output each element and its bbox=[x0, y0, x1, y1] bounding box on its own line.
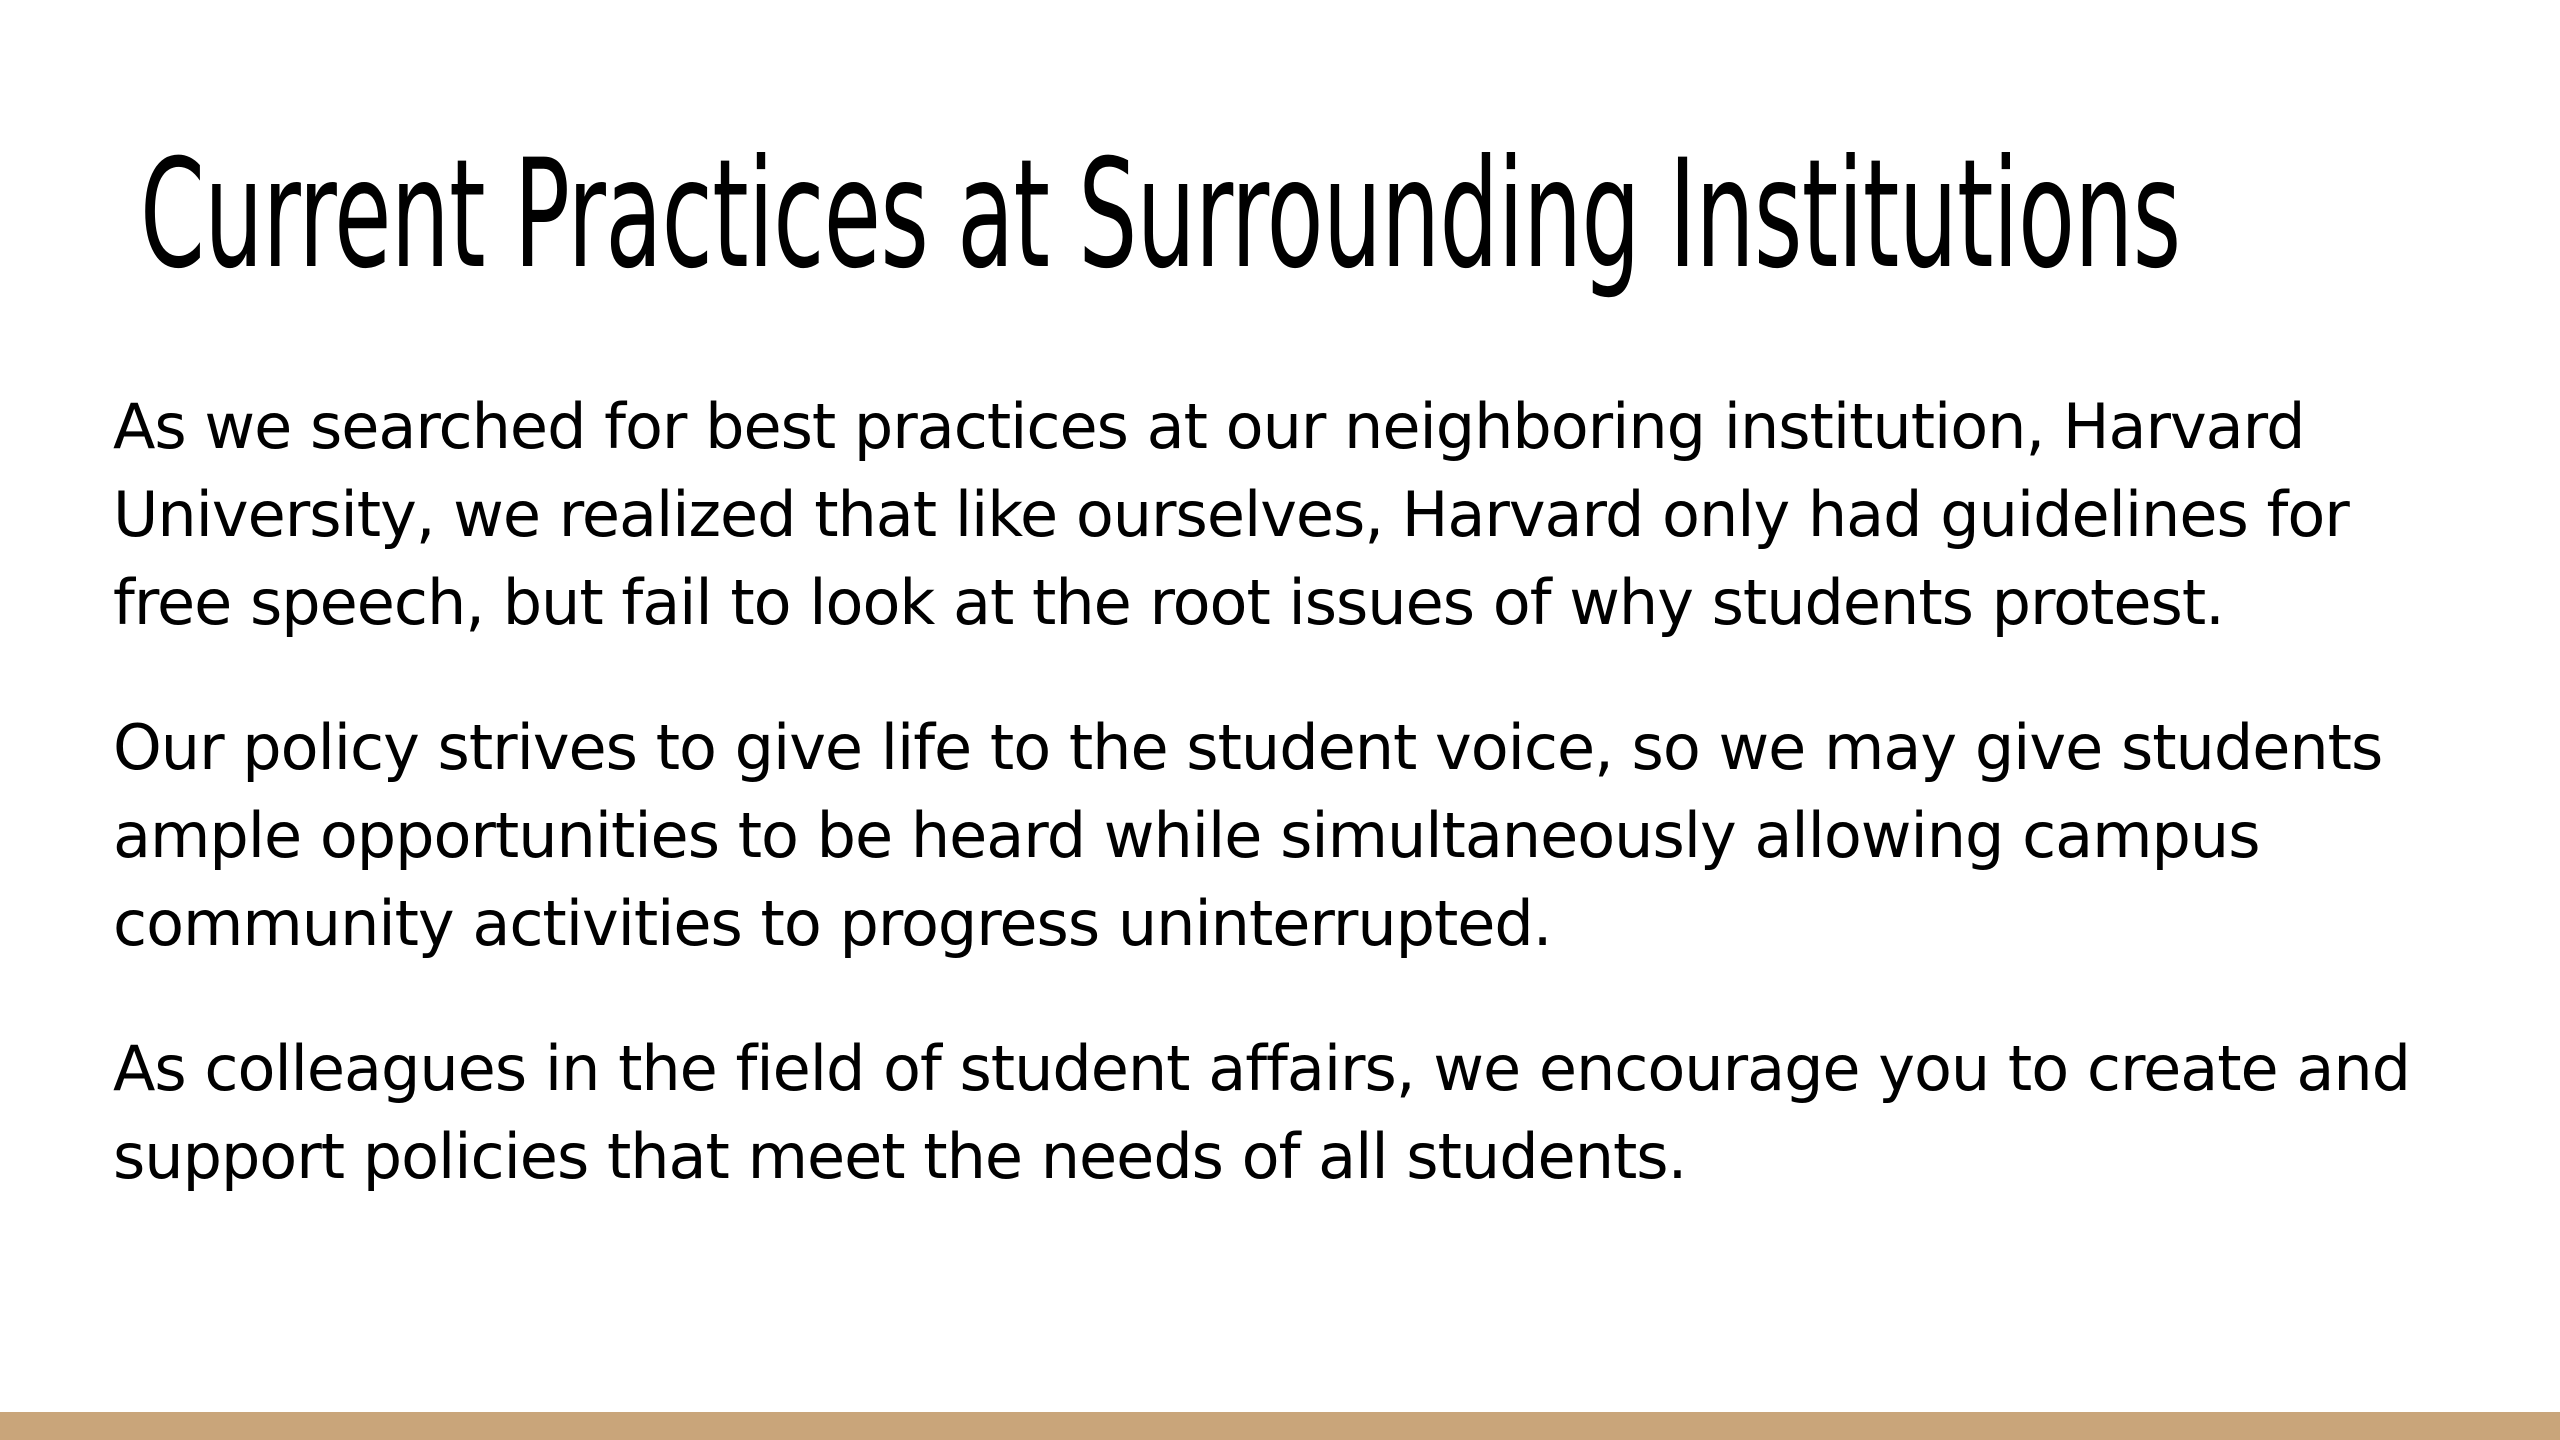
slide-title: Current Practices at Surrounding Institutions bbox=[140, 128, 2181, 302]
body-paragraph: As colleagues in the field of student affairs, we encourage you to create and support policies that meet the needs of all students. bbox=[113, 1032, 2411, 1193]
slide-body bbox=[113, 383, 2473, 1258]
body-paragraph: As we searched for best practices at our neighboring institution, Harvard University, we realized that like ourselves, Harvard only had guidelines for free speech, but fail to look at the root issues of why students protest. bbox=[113, 390, 2349, 639]
bottom-accent-bar bbox=[0, 1412, 2560, 1440]
body-paragraph: Our policy strives to give life to the student voice, so we may give students ample opportunities to be heard while simultaneously allowing campus community activities to progress uninterrupted. bbox=[113, 711, 2383, 960]
